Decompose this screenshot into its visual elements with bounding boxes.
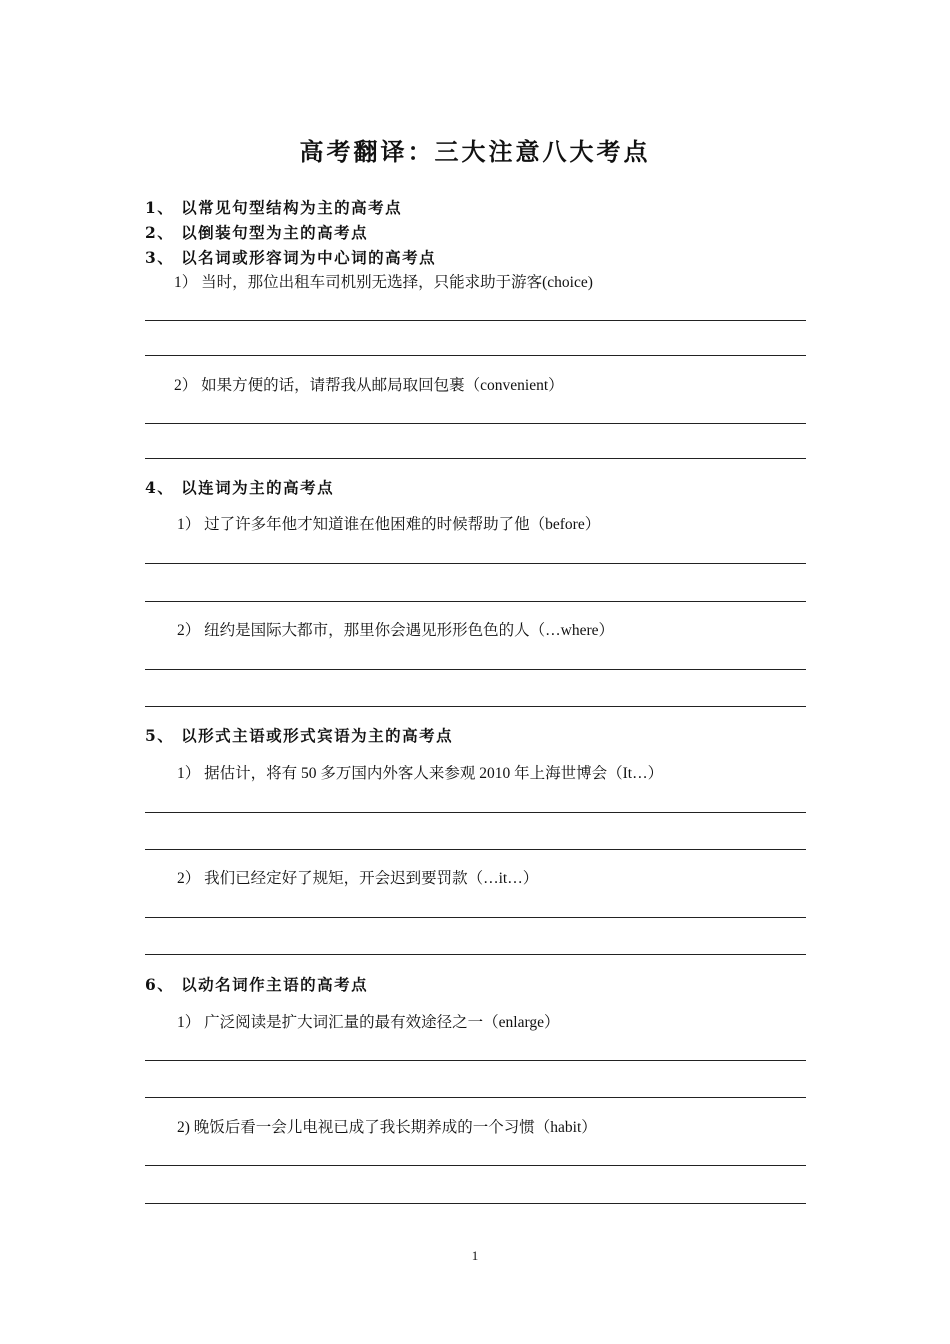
section-heading-4: 4、 以连词为主的高考点: [145, 478, 335, 497]
page-number: 1: [471, 1248, 479, 1263]
section-heading-6: 6、 以动名词作主语的高考点: [145, 975, 369, 994]
answer-line[interactable]: [145, 1097, 806, 1098]
answer-line[interactable]: [145, 917, 806, 918]
section-heading-1: 1、 以常见句型结构为主的高考点: [145, 198, 403, 217]
page-title: 高考翻译：三大注意八大考点: [299, 137, 651, 166]
answer-line[interactable]: [145, 706, 806, 707]
question-4-1: 1） 过了许多年他才知道谁在他困难的时候帮助了他（before）: [177, 516, 601, 533]
section-heading-2: 2、 以倒装句型为主的高考点: [145, 223, 369, 242]
answer-line[interactable]: [145, 1165, 806, 1166]
answer-line[interactable]: [145, 601, 806, 602]
answer-line[interactable]: [145, 1060, 806, 1061]
answer-line[interactable]: [145, 320, 806, 321]
question-3-1: 1） 当时，那位出租车司机别无选择，只能求助于游客(choice): [174, 274, 593, 291]
question-3-2: 2） 如果方便的话，请帮我从邮局取回包裹（convenient）: [174, 377, 564, 394]
question-4-2: 2） 纽约是国际大都市，那里你会遇见形形色色的人（…where）: [177, 622, 614, 639]
answer-line[interactable]: [145, 812, 806, 813]
section-heading-3: 3、 以名词或形容词为中心词的高考点: [145, 248, 437, 267]
answer-line[interactable]: [145, 669, 806, 670]
question-5-1: 1） 据估计，将有 50 多万国内外客人来参观 2010 年上海世博会（It…）: [177, 765, 664, 782]
answer-line[interactable]: [145, 458, 806, 459]
answer-line[interactable]: [145, 563, 806, 564]
answer-line[interactable]: [145, 849, 806, 850]
answer-line[interactable]: [145, 355, 806, 356]
question-5-2: 2） 我们已经定好了规矩，开会迟到要罚款（…it…）: [177, 870, 539, 887]
question-6-2: 2) 晚饭后看一会儿电视已成了我长期养成的一个习惯（habit）: [177, 1119, 597, 1136]
section-heading-5: 5、 以形式主语或形式宾语为主的高考点: [145, 726, 454, 745]
answer-line[interactable]: [145, 954, 806, 955]
answer-line[interactable]: [145, 423, 806, 424]
answer-line[interactable]: [145, 1203, 806, 1204]
question-6-1: 1） 广泛阅读是扩大词汇量的最有效途径之一（enlarge）: [177, 1014, 560, 1031]
